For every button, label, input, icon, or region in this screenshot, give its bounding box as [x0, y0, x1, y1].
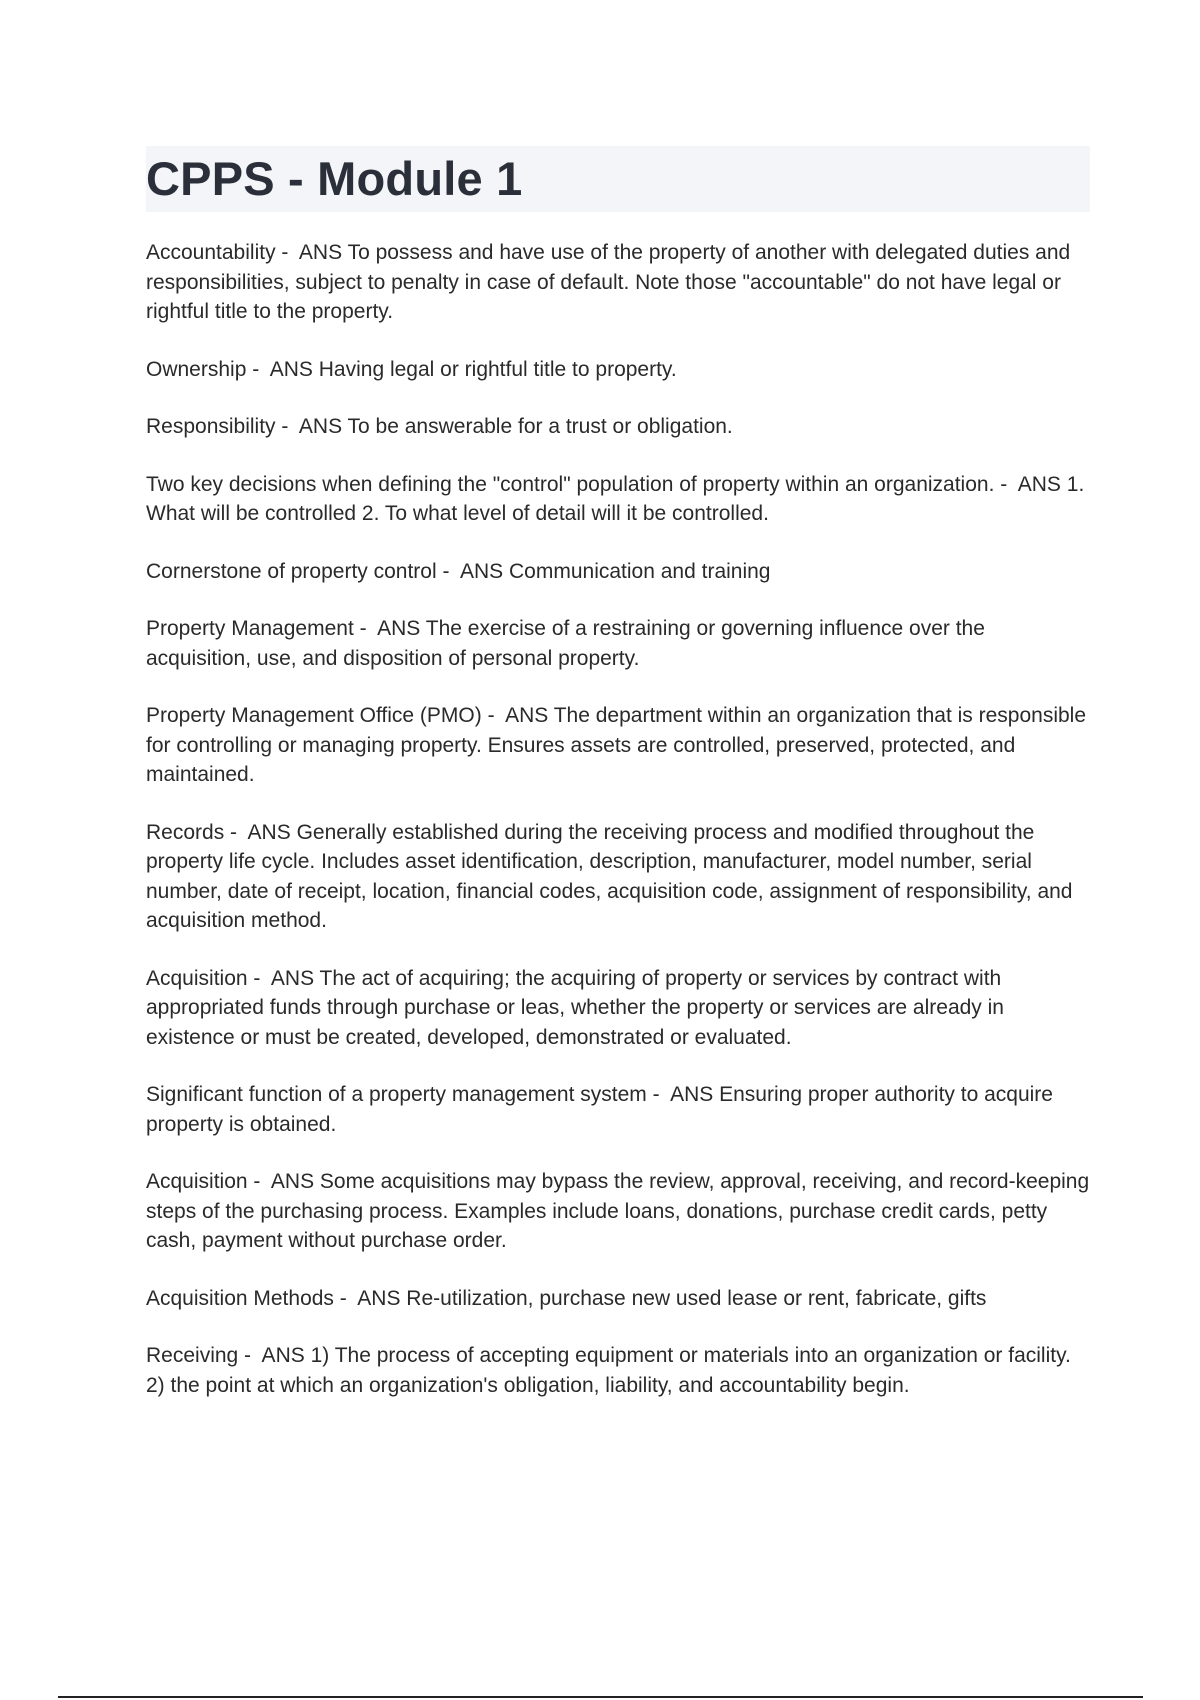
entry-item: [146, 1080, 1090, 1139]
entry-term: Responsibility: [146, 415, 276, 438]
entry-term: Property Management Office (PMO): [146, 704, 482, 727]
entry-answer: Some acquisitions may bypass the review, approval, receiving, and record-keeping steps of the purchasing process. Examples include loans, donations, purchase credit cards, petty cash, payment without purchase order.: [146, 1170, 1090, 1252]
ans-separator: - ANS: [436, 559, 510, 583]
footer-divider: [58, 1696, 1143, 1698]
entry-term: Accountability: [146, 241, 276, 264]
entry-term: Acquisition: [146, 966, 248, 990]
entry-term: Ownership: [146, 357, 247, 381]
entry-item: [146, 557, 1090, 587]
entry-answer: Re-utilization, purchase new used lease or rent, fabricate, gifts: [406, 1286, 987, 1310]
ans-separator: - ANS: [353, 617, 426, 640]
entry-item: [146, 701, 1090, 790]
entry-answer: The department within an organization that is responsible for controlling or managing property. Ensures assets are controlled, preserved, protected, and maintained.: [146, 704, 1087, 786]
ans-separator: - ANS: [247, 1170, 320, 1193]
entry-answer: The act of acquiring; the acquiring of property or services by contract with appropriated funds through purchase or leas, whether the property or services are already in existence or must be created, developed, demonstrated or evaluated.: [146, 966, 1004, 1049]
entry-item: [146, 818, 1090, 936]
page-title: CPPS - Module 1: [146, 152, 523, 205]
entry-item: [146, 1167, 1090, 1256]
ans-separator: - ANS: [246, 357, 319, 381]
entry-term: Acquisition Methods: [146, 1286, 334, 1310]
ans-separator: - ANS: [994, 472, 1067, 496]
entry-item: [146, 964, 1090, 1053]
ans-separator: - ANS: [238, 1344, 311, 1367]
entry-item: [146, 355, 1090, 385]
entry-term: Acquisition: [146, 1170, 248, 1193]
entry-item: [146, 470, 1090, 529]
entry-answer: Having legal or rightful title to property.: [318, 357, 677, 381]
entry-answer: To be answerable for a trust or obligation.: [347, 415, 733, 438]
entry-item: [146, 1284, 1090, 1314]
entry-answer: Ensuring proper authority to acquire property is obtained.: [146, 1083, 1053, 1136]
entry-item: [146, 614, 1090, 673]
entry-term: Records: [146, 820, 225, 844]
ans-separator: - ANS: [247, 966, 320, 990]
ans-separator: - ANS: [481, 704, 554, 727]
title-band: [146, 146, 1090, 212]
entry-term: Significant function of a property management system: [146, 1083, 647, 1106]
entry-term: Property Management: [146, 617, 354, 640]
entry-item: [146, 238, 1090, 327]
entry-answer: 1. What will be controlled 2. To what level of detail will it be controlled.: [146, 472, 1085, 525]
ans-separator: - ANS: [224, 820, 297, 844]
entry-answer: To possess and have use of the property of another with delegated duties and responsibilities, subject to penalty in case of default. Note those "accountable" do not have legal or rightful title to the property.: [146, 241, 1071, 323]
entry-answer: The exercise of a restraining or governing influence over the acquisition, use, and disposition of personal property.: [146, 617, 985, 670]
entry-term: Receiving: [146, 1344, 239, 1367]
entry-item: [146, 412, 1090, 442]
entry-answer: Generally established during the receiving process and modified throughout the property life cycle. Includes asset identification, description, manufacturer, model number, serial number, date of receipt, location, financial codes, acquisition code, assignment of responsibility, and acquisition method.: [146, 820, 1073, 932]
entry-list: [146, 238, 1090, 1428]
entry-item: [146, 1341, 1090, 1400]
entry-term: Cornerstone of property control: [146, 559, 437, 583]
entry-answer: Communication and training: [509, 559, 771, 583]
ans-separator: - ANS: [275, 241, 348, 264]
entry-answer: 1) The process of accepting equipment or materials into an organization or facility. 2) the point at which an organization's obligation, liability, and accountability begin.: [146, 1344, 1071, 1397]
ans-separator: - ANS: [275, 415, 348, 438]
entry-term: Two key decisions when defining the "control" population of property within an organization.: [146, 472, 995, 496]
ans-separator: - ANS: [646, 1083, 720, 1106]
ans-separator: - ANS: [333, 1286, 407, 1310]
